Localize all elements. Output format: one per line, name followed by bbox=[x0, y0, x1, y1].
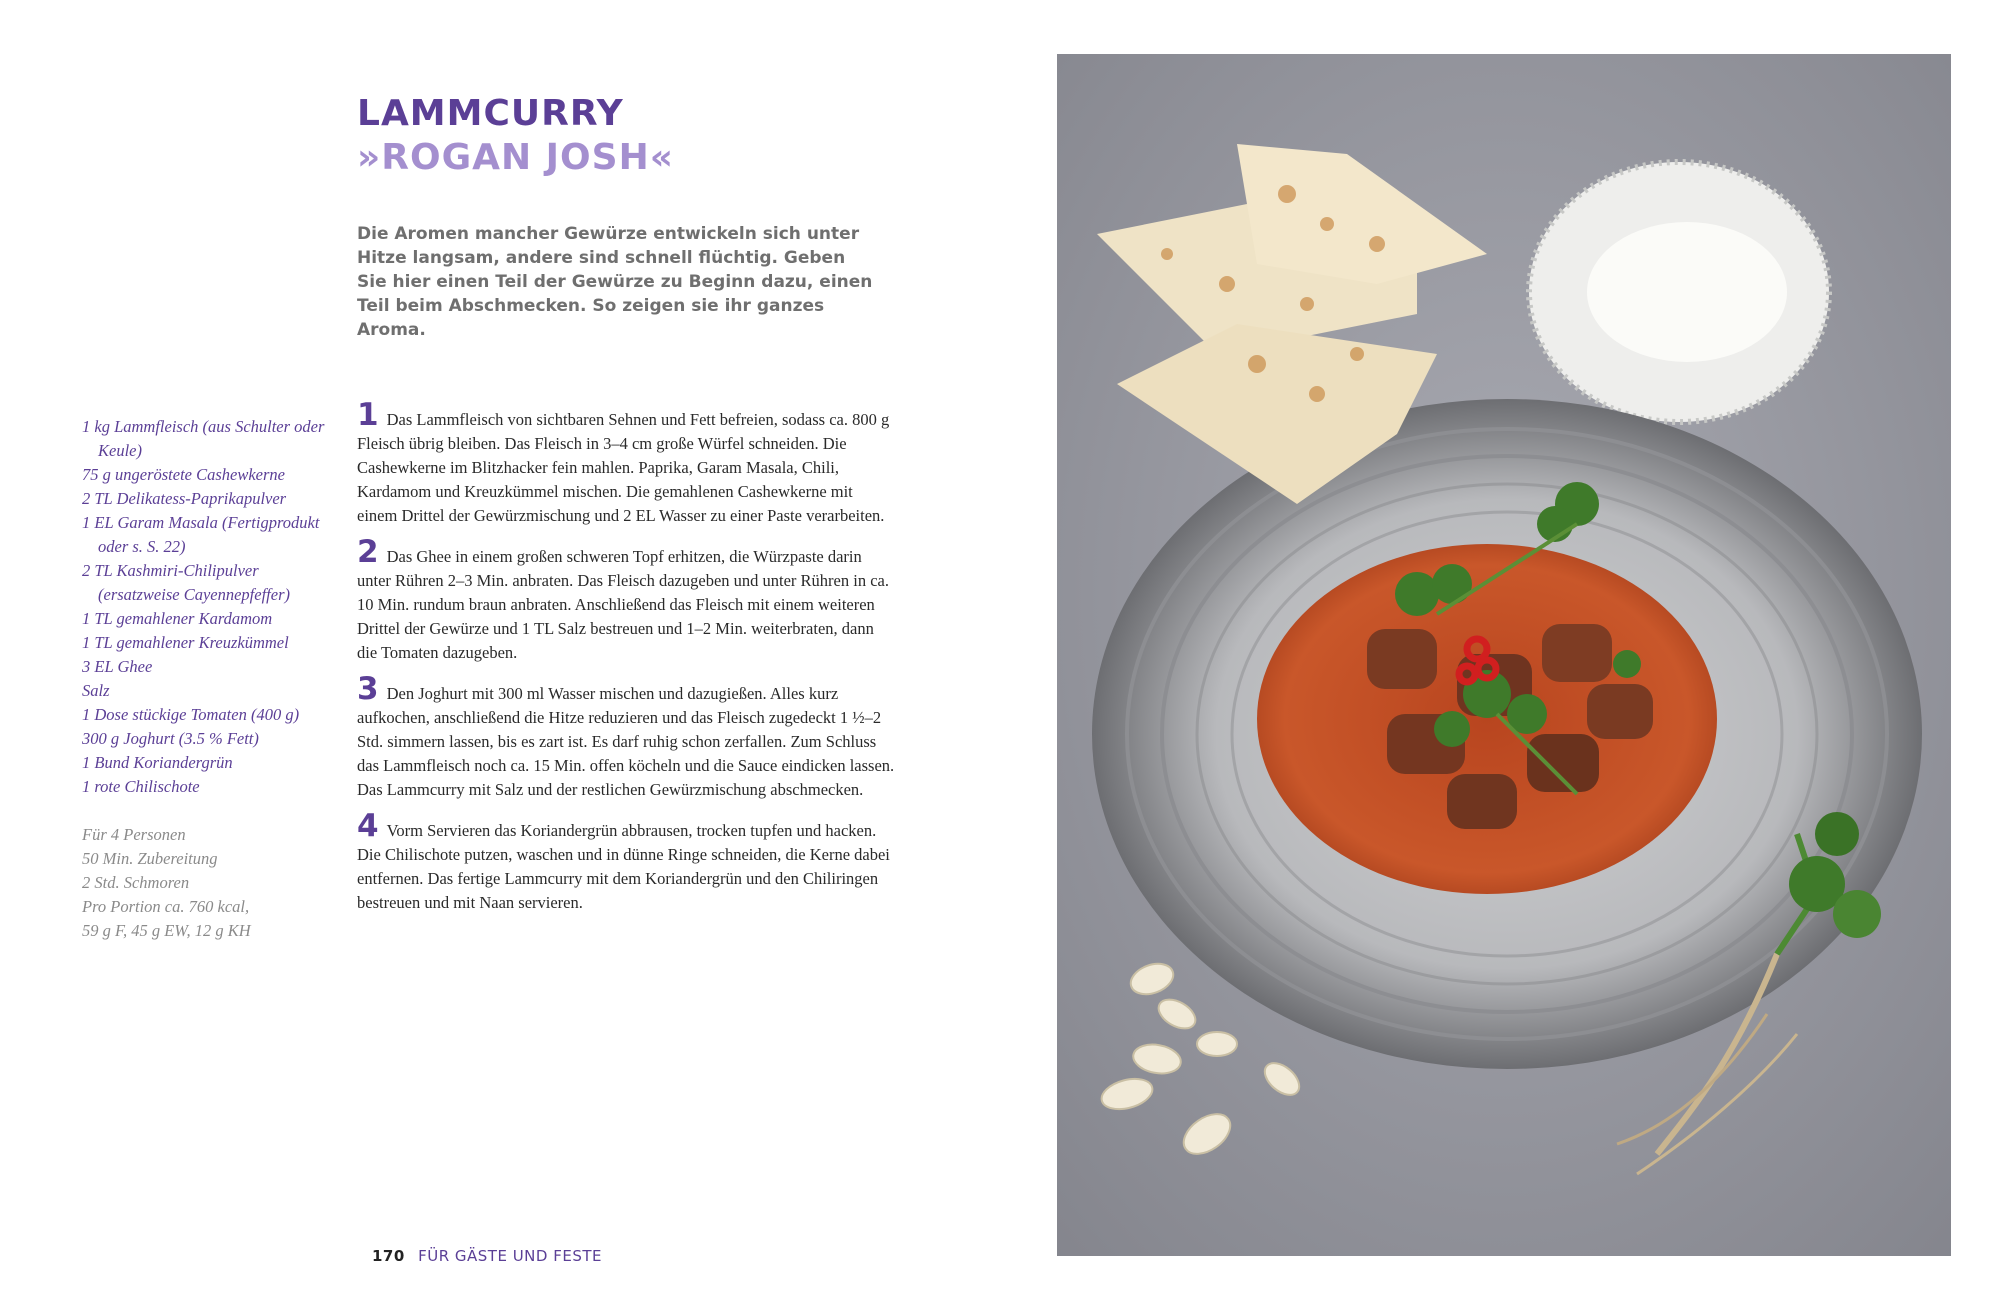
ingredient-item: 1 TL gemahlener Kreuzkümmel bbox=[82, 633, 289, 652]
step-text: Den Joghurt mit 300 ml Wasser mischen und dazugießen. Alles kurz aufkochen, anschließend die Hitze reduzieren und das Fleisch zugedeckt 1 ½–2 Std. simmern lassen, bis es zart ist. Es darf ruhig schon zerfallen. Zum Schluss das Lammfleisch noch ca. 15 Min. offen köcheln und die Sauce eindicken lassen. Das Lammcurry mit Salz und der restlichen Gewürzmischung abschmecken. bbox=[357, 684, 895, 799]
step-3 bbox=[357, 671, 897, 802]
recipe-title-line-1: LAMMCURRY bbox=[357, 93, 624, 134]
step-number: 3 bbox=[357, 671, 379, 707]
step-text: Das Ghee in einem großen schweren Topf erhitzen, die Würzpaste darin unter Rühren 2–3 Min. anbraten. Das Fleisch dazugeben und unter Rühren in ca. 10 Min. rundum braun anbraten. Anschließend das Fleisch mit einem weiteren Drittel der Gewürze und 1 TL Salz bestreuen und 1–2 Min. weiterbraten, dann die Tomaten dazugeben. bbox=[357, 547, 889, 662]
ingredient-item: 1 Bund Koriandergrün bbox=[82, 753, 233, 772]
recipe-title-line-2: »ROGAN JOSH« bbox=[357, 137, 674, 178]
ingredient-item: 1 kg Lammfleisch (aus Schulter oder Keule) bbox=[82, 417, 325, 460]
step-text: Das Lammfleisch von sichtbaren Sehnen und Fett befreien, sodass ca. 800 g Fleisch übrig bleiben. Das Fleisch in 3–4 cm große Würfel schneiden. Die Cashewkerne im Blitzhacker fein mahlen. Paprika, Garam Masala, Chili, Kardamom und Kreuzkümmel mischen. Die gemahlenen Cashewkerne mit einem Drittel der Gewürzmischung und 2 EL Wasser zu einer Paste verarbeiten. bbox=[357, 410, 890, 525]
step-number: 2 bbox=[357, 534, 379, 570]
step-1 bbox=[357, 397, 897, 528]
ingredient-list bbox=[82, 415, 332, 799]
intro-text: Die Aromen mancher Gewürze entwickeln sich unter Hitze langsam, andere sind schnell flüchtig. Geben Sie hier einen Teil der Gewürze zu Beginn dazu, einen Teil beim Abschmecken. So zeigen sie ihr ganzes Aroma. bbox=[357, 224, 873, 340]
ingredient-item: 2 TL Kashmiri-Chilipulver (ersatzweise Cayennepfeffer) bbox=[82, 561, 290, 604]
calories: Pro Portion ca. 760 kcal, bbox=[82, 897, 250, 916]
recipe-meta bbox=[82, 823, 332, 943]
braise-time: 2 Std. Schmoren bbox=[82, 873, 190, 892]
step-text: Vorm Servieren das Koriandergrün abbrausen, trocken tupfen und hacken. Die Chilischote putzen, waschen und in dünne Ringe schneiden, die Kerne dabei entfernen. Das fertige Lammcurry mit dem Koriandergrün und den Chiliringen bestreuen und mit Naan servieren. bbox=[357, 821, 890, 912]
chapter-name: FÜR GÄSTE UND FESTE bbox=[418, 1247, 602, 1265]
page-footer bbox=[372, 1247, 602, 1265]
ingredient-item: 300 g Joghurt (3.5 % Fett) bbox=[82, 729, 259, 748]
ingredient-item: 75 g ungeröstete Cashewkerne bbox=[82, 465, 286, 484]
ingredient-item: 1 Dose stückige Tomaten (400 g) bbox=[82, 705, 300, 724]
page-number: 170 bbox=[372, 1247, 405, 1265]
ingredient-item: 1 EL Garam Masala (Fertigprodukt oder s. S. 22) bbox=[82, 513, 320, 556]
ingredient-item: Salz bbox=[82, 681, 110, 700]
yogurt-bowl bbox=[1529, 162, 1829, 422]
nutrition: 59 g F, 45 g EW, 12 g KH bbox=[82, 921, 251, 940]
ingredient-item: 3 EL Ghee bbox=[82, 657, 153, 676]
dish-photo bbox=[1057, 54, 1951, 1256]
prep-time: 50 Min. Zubereitung bbox=[82, 849, 218, 868]
step-4 bbox=[357, 808, 897, 915]
step-number: 1 bbox=[357, 397, 379, 433]
recipe-title bbox=[357, 92, 674, 180]
servings: Für 4 Personen bbox=[82, 825, 186, 844]
step-number: 4 bbox=[357, 808, 379, 844]
ingredient-item: 1 TL gemahlener Kardamom bbox=[82, 609, 273, 628]
instruction-steps bbox=[357, 397, 897, 927]
step-2 bbox=[357, 534, 897, 665]
ingredient-item: 1 rote Chilischote bbox=[82, 777, 200, 796]
ingredient-item: 2 TL Delikatess-Paprikapulver bbox=[82, 489, 287, 508]
curry bbox=[1257, 544, 1717, 894]
